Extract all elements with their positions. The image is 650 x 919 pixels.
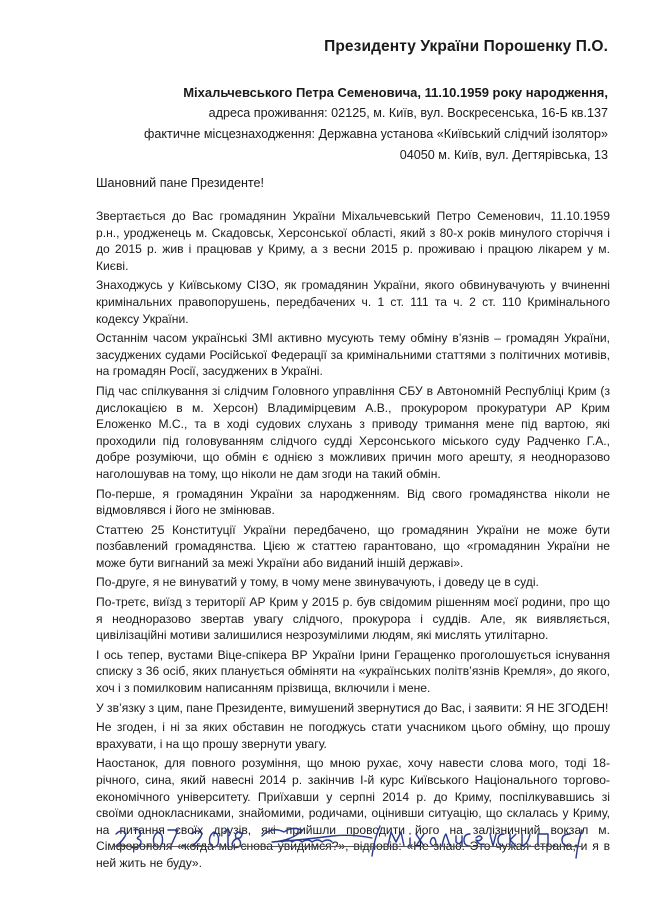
paragraph: Звертається до Вас громадянин України Міхальчевський Петро Семенович, 11.10.1959 р.н., уродженець м. Скадовськ, Херсонської області, який з 80-х років минулого сторіччя і до 2015 р. жив і працював у Криму, а з весни 2015 р. проживаю і працюю лікарем у м. Києві. bbox=[96, 209, 610, 273]
sender-block bbox=[144, 82, 608, 166]
letter-body bbox=[96, 208, 610, 875]
signature-line bbox=[112, 846, 582, 847]
paragraph: Не згоден, і ні за яких обставин не погоджусь стати учасником цього обміну, що прошу врахувати, і на що прошу звернути увагу. bbox=[96, 720, 610, 751]
actual-location-address: 04050 м. Київ, вул. Дегтярівська, 13 bbox=[399, 148, 608, 162]
actual-location: фактичне місцезнаходження: Державна установа «Київський слідчий ізолятор» bbox=[144, 127, 608, 141]
paragraph: По-друге, я не винуватий у тому, в чому мене звинувачують, і доведу це в суді. bbox=[96, 575, 539, 590]
residence-address: адреса проживання: 02125, м. Київ, вул. Воскресенська, 16-Б кв.137 bbox=[208, 106, 608, 120]
paragraph: Наостанок, для повного розуміння, що мною рухає, хочу навести слова мого, тоді 18-річного, сина, який навесні 2014 р. закінчив І-й курс Київського Національного торгово-економічного університету. Приїхавши у серпні 2014 р. до Криму, поспілкувавшись зі своїми однокласниками, знайомими, родичами, оцінивши ситуацію, що склалась у Криму, на питання своїх друзів, які прийшли проводити його на залізничний вокзал м. Сімферополя «когда мы снова увидимся?», відповів: «Не знаю. Это чужая страна, и я в ней жить не буду». bbox=[96, 756, 610, 870]
paragraph: По-перше, я громадянин України за народженням. Від свого громадянства ніколи не відмовлявся і його не змінював. bbox=[96, 486, 610, 518]
sender-name: Міхальчевського Петра Семеновича, 11.10.1959 року народження, bbox=[183, 85, 608, 100]
paragraph: Знаходжусь у Київському СІЗО, як громадянин України, якого обвинувачують у вчиненні кримінальних правопорушень, передбачених ч. 1 ст. 111 та ч. 2 ст. 110 Кримінального кодексу України. bbox=[96, 278, 610, 326]
paragraph: У зв’язку з цим, пане Президенте, вимушений звернутися до Вас, і заявити: Я НЕ ЗГОДЕН! bbox=[96, 700, 609, 715]
handwritten-signature bbox=[112, 822, 592, 862]
addressee: Президенту України Порошенку П.О. bbox=[324, 38, 608, 55]
paragraph: По-третє, виїзд з території АР Крим у 2015 р. був свідомим рішенням моєї родини, про що я неодноразово звертав увагу слідчого, прокурора і суддів. Але, як виявляється, цивілізаційні мотиви залишилися незрозумілими людям, які мислять утилітарно. bbox=[96, 595, 610, 643]
paragraph: Останнім часом українські ЗМІ активно мусують тему обміну в’язнів – громадян України, засуджених судами Російської Федерації за кримінальними статтями з політичних мотивів, на громадян Росії, засуджених в Україні. bbox=[96, 331, 610, 379]
paragraph: І ось тепер, вустами Віце-спікера ВР України Ірини Геращенко проголошується існування списку з 36 осіб, яких планується обміняти на «українських політв’язнів Кремля», до якого, хоч і з помилковим написанням прізвища, включили і мене. bbox=[96, 647, 610, 696]
paragraph: Статтею 25 Конституції України передбачено, що громадянин України не може бути позбавлений громадянства. Цією ж статтею гарантовано, що «громадянин України не може бути вигнаний за межі України або виданий іншій державі». bbox=[96, 522, 610, 570]
signature-scribble bbox=[112, 822, 592, 862]
greeting: Шановний пане Президенте! bbox=[96, 176, 265, 190]
paragraph: Під час спілкування зі слідчим Головного управління СБУ в Автономній Республіці Крим (з дислокацією в м. Херсон) Владимірцевим А.В., прокурором прокуратури АР Крим Еложенко М.С., та в ході судових слухань з приводу тримання мене під вартою, які проходили під головуванням слідчого судді Херсонського міського суду Радченко Г.А., добре розуміючи, що обмін є однією з можливих причин мого арешту, я неодноразово наголошував на тому, що ніколи не дам згоди на такий обмін. bbox=[96, 383, 610, 481]
